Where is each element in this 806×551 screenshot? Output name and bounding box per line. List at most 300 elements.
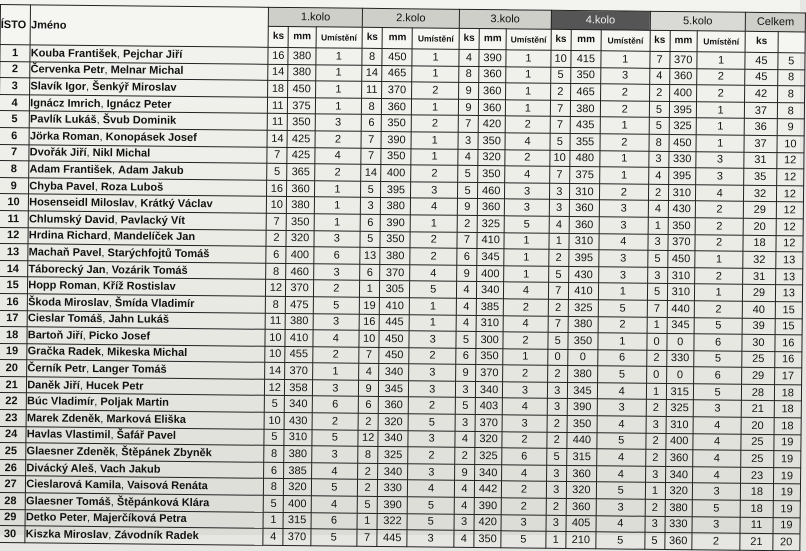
total-ks-cell: 18 xyxy=(740,500,772,517)
rank-cell: 2 xyxy=(0,61,30,78)
round-2-mm-cell: 390 xyxy=(380,214,410,231)
round-5-placement-cell: 3 xyxy=(693,400,742,417)
round-1-ks-cell: 12 xyxy=(266,280,286,297)
round-3-mm-cell: 360 xyxy=(477,199,504,216)
placement-header: Umístění xyxy=(413,28,460,49)
second-competitor-name: Šafář Pavel xyxy=(116,429,177,443)
name-separator: , xyxy=(99,130,106,143)
round-3-mm-cell: 350 xyxy=(478,132,505,149)
round-1-placement-cell: 4 xyxy=(311,496,358,513)
round-3-ks-cell: 3 xyxy=(455,381,475,398)
round-2-ks-cell: 14 xyxy=(362,65,382,82)
first-competitor-name: Machaň Pavel xyxy=(28,246,102,259)
round-2-ks-cell: 6 xyxy=(360,214,380,231)
round-5-placement-cell: 4 xyxy=(693,433,742,450)
round-4-mm-cell: 410 xyxy=(568,283,598,300)
round-3-header: 3.kolo xyxy=(459,9,551,29)
rank-cell: 4 xyxy=(0,94,30,111)
round-2-placement-cell: 1 xyxy=(412,49,459,66)
total-placement-cell: 18 xyxy=(774,401,802,418)
second-competitor-name: Starýchfojtů Tomáš xyxy=(107,247,210,261)
round-4-ks-cell: 3 xyxy=(546,482,566,499)
first-competitor-name: Cieslar Tomáš xyxy=(27,312,103,326)
second-competitor-name: Picko Josef xyxy=(88,329,151,343)
round-3-mm-cell: 420 xyxy=(474,514,501,531)
round-2-placement-cell: 3 xyxy=(411,182,458,199)
round-2-placement-cell: 2 xyxy=(410,231,457,248)
round-3-placement-cell: 2 xyxy=(505,149,550,166)
round-2-mm-cell: 320 xyxy=(378,414,408,431)
rank-cell: 18 xyxy=(0,327,27,344)
round-5-mm-cell: 325 xyxy=(666,400,693,417)
round-3-ks-cell: 9 xyxy=(458,99,478,116)
ks-header: ks xyxy=(459,28,479,49)
first-competitor-name: Táborecký Jan xyxy=(28,262,106,276)
round-4-placement-cell: 5 xyxy=(598,300,647,317)
round-2-placement-cell: 2 xyxy=(412,82,459,99)
round-5-mm-cell: 430 xyxy=(668,201,695,218)
round-5-ks-cell: 4 xyxy=(648,201,668,218)
round-1-mm-cell: 370 xyxy=(286,280,313,297)
round-2-placement-cell: 5 xyxy=(407,513,454,530)
round-3-ks-cell: 5 xyxy=(457,182,477,199)
total-placement-cell: 8 xyxy=(777,69,805,86)
round-3-mm-cell: 370 xyxy=(476,365,503,382)
round-3-ks-cell: 9 xyxy=(458,82,478,99)
first-competitor-name: Hosenseidl Miloslav xyxy=(29,196,135,210)
total-ks-cell: 30 xyxy=(742,334,774,351)
total-ks-cell: 42 xyxy=(745,85,777,102)
first-competitor-name: Glaesner Tomáš xyxy=(25,495,111,509)
round-4-mm-cell: 345 xyxy=(567,382,597,399)
round-2-ks-cell: 6 xyxy=(360,264,380,281)
rank-cell: 15 xyxy=(0,277,28,294)
round-2-placement-cell: 5 xyxy=(410,281,457,298)
name-separator: , xyxy=(86,363,93,376)
round-2-ks-cell: 16 xyxy=(359,314,379,331)
round-3-ks-cell: 4 xyxy=(454,481,474,498)
round-2-placement-cell: 3 xyxy=(409,331,456,348)
round-4-ks-cell: 7 xyxy=(548,283,568,300)
mm-header: mm xyxy=(670,31,697,52)
second-competitor-name: Nikl Michal xyxy=(92,147,151,160)
round-2-placement-cell: 1 xyxy=(410,314,457,331)
round-4-mm-cell: 360 xyxy=(566,498,596,515)
second-competitor-name: Marková Eliška xyxy=(106,412,186,426)
round-4-mm-cell: 440 xyxy=(567,432,597,449)
round-4-mm-cell: 350 xyxy=(571,67,601,84)
round-2-placement-cell: 2 xyxy=(410,248,457,265)
round-4-mm-cell: 375 xyxy=(569,167,599,184)
round-5-placement-cell: 6 xyxy=(694,334,743,351)
total-ks-cell: 29 xyxy=(742,368,774,385)
rank-cell: 25 xyxy=(0,443,26,460)
total-ks-cell: 11 xyxy=(740,517,772,534)
total-placement-cell: 18 xyxy=(774,385,802,402)
round-3-placement-cell: 1 xyxy=(504,266,549,283)
round-2-placement-cell: 2 xyxy=(411,165,458,182)
round-2-ks-cell: 7 xyxy=(361,131,381,148)
round-1-ks-cell: 12 xyxy=(265,379,285,396)
round-1-placement-cell: 4 xyxy=(313,330,360,347)
total-placement-cell: 13 xyxy=(775,285,803,302)
round-3-ks-cell: 7 xyxy=(458,116,478,133)
rank-cell: 13 xyxy=(0,244,28,261)
round-1-placement-cell: 1 xyxy=(312,363,359,380)
first-competitor-name: Cieslarová Kamila xyxy=(26,478,122,492)
round-4-mm-cell: 320 xyxy=(566,482,596,499)
name-separator: , xyxy=(96,280,103,293)
round-2-placement-cell: 1 xyxy=(412,99,459,116)
round-2-mm-cell: 340 xyxy=(379,364,409,381)
round-1-placement-cell: 2 xyxy=(314,164,361,181)
round-5-placement-cell: 1 xyxy=(696,118,745,135)
round-5-mm-cell: 360 xyxy=(669,68,696,85)
round-5-ks-cell: 5 xyxy=(649,118,669,135)
second-competitor-name: Konopásek Josef xyxy=(105,130,197,144)
round-1-mm-cell: 430 xyxy=(284,413,311,430)
round-2-mm-cell: 345 xyxy=(379,380,409,397)
round-1-ks-cell: 14 xyxy=(267,130,287,147)
second-competitor-name: Závodník Radek xyxy=(114,529,199,543)
total-ks-cell: 39 xyxy=(742,318,774,335)
second-competitor-name: Jahn Lukáš xyxy=(108,313,170,327)
round-4-ks-cell: 2 xyxy=(547,415,567,432)
round-4-placement-cell: 2 xyxy=(600,184,649,201)
round-5-mm-cell: 380 xyxy=(665,500,692,517)
round-1-mm-cell: 320 xyxy=(284,479,311,496)
round-1-mm-cell: 400 xyxy=(284,496,311,513)
round-2-mm-cell: 305 xyxy=(380,281,410,298)
round-4-ks-cell: 2 xyxy=(547,366,567,383)
round-3-placement-cell: 3 xyxy=(502,415,547,432)
first-competitor-name: Černík Petr xyxy=(27,362,87,375)
round-4-mm-cell: 415 xyxy=(571,50,601,67)
second-competitor-name: Šenkýř Miroslav xyxy=(92,80,177,94)
round-3-mm-cell: 360 xyxy=(479,83,506,100)
name-separator: , xyxy=(120,479,128,492)
round-1-mm-cell: 370 xyxy=(285,363,312,380)
round-4-placement-cell: 4 xyxy=(597,466,646,483)
round-4-placement-cell: 5 xyxy=(598,366,647,383)
total-placement-cell: 17 xyxy=(774,368,802,385)
round-3-ks-cell: 4 xyxy=(454,497,474,514)
total-placement-cell: 12 xyxy=(776,202,804,219)
round-2-mm-cell: 445 xyxy=(379,314,409,331)
round-3-placement-cell: 2 xyxy=(503,332,548,349)
round-2-placement-cell: 5 xyxy=(408,497,455,514)
round-4-ks-cell: 7 xyxy=(549,166,569,183)
round-1-ks-cell: 7 xyxy=(266,213,286,230)
round-4-mm-cell: 390 xyxy=(567,399,597,416)
round-1-ks-cell: 2 xyxy=(266,230,286,247)
total-ks-cell: 40 xyxy=(743,301,775,318)
round-2-mm-cell: 390 xyxy=(381,131,411,148)
round-5-ks-cell: 2 xyxy=(649,84,669,101)
round-5-placement-cell: 5 xyxy=(693,384,742,401)
round-4-mm-cell: 315 xyxy=(567,449,597,466)
name-separator: , xyxy=(108,296,116,309)
round-4-mm-cell: 465 xyxy=(570,84,600,101)
total-ks-cell: 45 xyxy=(745,52,777,69)
round-1-mm-cell: 365 xyxy=(287,164,314,181)
round-2-ks-cell: 7 xyxy=(361,148,381,165)
rank-cell: 19 xyxy=(0,343,27,360)
total-placement-cell: 12 xyxy=(776,169,804,186)
round-2-ks-cell: 8 xyxy=(361,98,381,115)
round-1-ks-cell: 6 xyxy=(264,462,284,479)
round-3-ks-cell: 4 xyxy=(454,531,474,548)
name-separator: , xyxy=(93,462,101,475)
round-3-ks-cell: 3 xyxy=(455,414,475,431)
round-5-mm-cell: 395 xyxy=(668,168,695,185)
round-5-placement-cell: 5 xyxy=(692,500,741,517)
round-3-mm-cell: 410 xyxy=(477,232,504,249)
round-2-ks-cell: 12 xyxy=(358,430,378,447)
round-5-ks-cell: 5 xyxy=(649,101,669,118)
total-placement-cell: 19 xyxy=(773,451,801,468)
round-3-mm-cell: 325 xyxy=(477,215,504,232)
first-competitor-name: Kiszka Miroslav xyxy=(25,528,109,542)
name-separator: , xyxy=(134,197,141,210)
round-5-ks-cell: 3 xyxy=(645,516,665,533)
total-placement-cell: 19 xyxy=(773,467,801,484)
round-4-ks-cell: 3 xyxy=(546,515,566,532)
name-separator: , xyxy=(105,263,112,276)
round-2-ks-cell: 9 xyxy=(358,380,378,397)
round-1-mm-cell: 400 xyxy=(286,247,313,264)
round-3-ks-cell: 9 xyxy=(457,199,477,216)
round-3-mm-cell: 400 xyxy=(477,265,504,282)
rank-cell: 7 xyxy=(0,144,29,161)
round-2-ks-cell: 2 xyxy=(357,480,377,497)
rank-cell: 10 xyxy=(0,194,29,211)
total-header: Celkem xyxy=(746,12,806,32)
round-2-ks-cell: 4 xyxy=(359,364,379,381)
ks-header: ks xyxy=(650,30,670,51)
round-1-placement-cell: 1 xyxy=(316,48,363,65)
first-competitor-name: Marek Zdeněk xyxy=(26,412,101,425)
rank-cell: 27 xyxy=(0,476,26,493)
first-competitor-name: Ignácz Imrich xyxy=(30,96,101,110)
rank-cell: 12 xyxy=(0,227,28,244)
round-4-placement-cell: 5 xyxy=(597,432,646,449)
round-2-mm-cell: 350 xyxy=(381,148,411,165)
total-ks-cell: 35 xyxy=(744,168,776,185)
round-1-ks-cell: 5 xyxy=(265,396,285,413)
round-4-header: 4.kolo xyxy=(551,10,650,30)
round-4-mm-cell: 435 xyxy=(570,117,600,134)
rank-cell: 1 xyxy=(0,45,30,62)
round-5-mm-cell: 330 xyxy=(668,151,695,168)
round-3-ks-cell: 5 xyxy=(455,398,475,415)
round-4-placement-cell: 3 xyxy=(599,217,648,234)
total-ks-cell: 25 xyxy=(741,434,773,451)
round-4-mm-cell: 360 xyxy=(566,465,596,482)
round-3-ks-cell: 4 xyxy=(459,49,479,66)
second-competitor-name: Šmída Vladimír xyxy=(114,296,195,310)
round-5-ks-cell: 1 xyxy=(645,483,665,500)
round-1-mm-cell: 310 xyxy=(284,429,311,446)
round-4-mm-cell: 360 xyxy=(569,200,599,217)
round-2-placement-cell: 3 xyxy=(408,464,455,481)
round-3-placement-cell: 1 xyxy=(506,83,551,100)
total-placement-cell: 12 xyxy=(776,235,804,252)
name-separator: , xyxy=(108,529,115,542)
round-5-mm-cell: 360 xyxy=(665,450,692,467)
round-5-ks-cell: 5 xyxy=(644,532,664,549)
round-2-ks-cell: 10 xyxy=(359,330,379,347)
round-4-placement-cell: 1 xyxy=(600,117,649,134)
round-3-mm-cell: 442 xyxy=(474,481,501,498)
round-3-mm-cell: 460 xyxy=(478,182,505,199)
total-placement-cell: 15 xyxy=(775,318,803,335)
round-5-ks-cell: 7 xyxy=(647,300,667,317)
round-5-ks-cell: 0 xyxy=(646,333,666,350)
name-separator: , xyxy=(111,164,119,177)
round-5-mm-cell: 370 xyxy=(670,52,697,69)
round-1-ks-cell: 10 xyxy=(264,412,284,429)
rank-cell: 6 xyxy=(0,127,29,144)
round-3-mm-cell: 390 xyxy=(474,498,501,515)
round-1-placement-cell: 4 xyxy=(311,463,358,480)
round-2-mm-cell: 380 xyxy=(381,198,411,215)
second-competitor-name: Pejchar Jiří xyxy=(122,48,183,61)
round-1-mm-cell: 425 xyxy=(287,147,314,164)
total-ks-cell: 36 xyxy=(744,119,776,136)
name-separator: , xyxy=(107,230,114,243)
round-1-mm-cell: 410 xyxy=(285,330,312,347)
first-competitor-name: Chyba Pavel xyxy=(29,179,95,193)
round-4-ks-cell: 5 xyxy=(548,266,568,283)
round-4-ks-cell: 7 xyxy=(548,316,568,333)
round-3-ks-cell: 4 xyxy=(456,298,476,315)
round-1-mm-cell: 370 xyxy=(283,529,310,546)
total-ks-cell: 32 xyxy=(743,251,775,268)
round-2-mm-cell: 340 xyxy=(378,463,408,480)
round-1-placement-cell: 4 xyxy=(314,147,361,164)
round-2-placement-cell: 2 xyxy=(409,397,456,414)
round-1-placement-cell: 3 xyxy=(313,313,360,330)
round-4-mm-cell: 380 xyxy=(570,100,600,117)
name-separator: , xyxy=(85,80,93,93)
placement-header: Umístění xyxy=(697,31,746,53)
round-2-placement-cell: 1 xyxy=(411,215,458,232)
round-4-ks-cell: 3 xyxy=(549,183,569,200)
total-ks-cell: 31 xyxy=(744,152,776,169)
total-placement-cell: 19 xyxy=(773,484,801,501)
second-competitor-name: Pavlacký Vít xyxy=(120,214,185,227)
round-3-placement-cell: 2 xyxy=(502,481,547,498)
round-4-placement-cell: 1 xyxy=(601,51,650,68)
round-3-ks-cell: 5 xyxy=(456,331,476,348)
round-2-ks-cell: 5 xyxy=(360,231,380,248)
first-competitor-name: Daněk Jiří xyxy=(27,378,80,392)
round-4-ks-cell: 10 xyxy=(551,50,571,67)
second-competitor-name: Kříž Rostislav xyxy=(102,280,176,293)
round-4-placement-cell: 4 xyxy=(599,233,648,250)
ks-header: ks xyxy=(268,26,288,47)
round-1-mm-cell: 350 xyxy=(287,213,314,230)
round-4-ks-cell: 3 xyxy=(547,382,567,399)
round-3-placement-cell: 1 xyxy=(506,50,551,67)
first-competitor-name: Hrdina Richard xyxy=(28,229,108,243)
total-placement-cell: 10 xyxy=(777,136,805,153)
round-4-placement-cell: 4 xyxy=(597,383,646,400)
round-2-ks-cell: 7 xyxy=(359,347,379,364)
round-1-placement-cell: 3 xyxy=(312,380,359,397)
round-5-ks-cell: 2 xyxy=(646,400,666,417)
round-2-mm-cell: 350 xyxy=(380,231,410,248)
mm-header: mm xyxy=(571,29,601,50)
total-ks-cell: 18 xyxy=(743,235,775,252)
round-3-placement-cell: 4 xyxy=(502,465,547,482)
round-5-mm-cell: 320 xyxy=(665,483,692,500)
name-separator: , xyxy=(82,329,89,342)
round-5-placement-cell: 4 xyxy=(692,467,741,484)
round-5-placement-cell: 3 xyxy=(692,483,741,500)
round-2-placement-cell: 2 xyxy=(412,115,459,132)
round-2-ks-cell: 6 xyxy=(358,397,378,414)
round-1-ks-cell: 8 xyxy=(266,296,286,313)
round-4-placement-cell: 4 xyxy=(596,515,645,532)
total-placement-cell: 18 xyxy=(774,418,802,435)
round-4-placement-cell: 3 xyxy=(599,200,648,217)
round-5-ks-cell: 4 xyxy=(649,68,669,85)
round-1-placement-cell: 3 xyxy=(313,264,360,281)
round-2-ks-cell: 7 xyxy=(357,529,377,546)
total-placement-cell: 16 xyxy=(774,351,802,368)
round-1-ks-cell: 5 xyxy=(264,429,284,446)
total-ks-cell: 20 xyxy=(743,218,775,235)
round-1-mm-cell: 315 xyxy=(283,512,310,529)
total-ks-cell: 21 xyxy=(742,401,774,418)
round-3-placement-cell: 4 xyxy=(505,133,550,150)
round-3-ks-cell: 4 xyxy=(455,431,475,448)
round-3-placement-cell: 1 xyxy=(506,100,551,117)
round-5-header: 5.kolo xyxy=(650,11,746,31)
round-4-ks-cell: 2 xyxy=(550,83,570,100)
first-competitor-name: Chlumský David xyxy=(28,213,115,226)
round-4-mm-cell: 350 xyxy=(567,416,597,433)
total-ks-cell: 28 xyxy=(742,384,774,401)
round-1-placement-cell: 1 xyxy=(314,197,361,214)
round-5-mm-cell: 400 xyxy=(669,85,696,102)
rank-cell: 22 xyxy=(0,393,27,410)
round-4-ks-cell: 2 xyxy=(548,249,568,266)
round-5-placement-cell: 1 xyxy=(695,251,744,268)
first-competitor-name: Havlas Vlastimil xyxy=(26,428,111,442)
round-5-mm-cell: 310 xyxy=(666,417,693,434)
round-4-ks-cell: 10 xyxy=(550,150,570,167)
round-4-ks-cell: 5 xyxy=(548,332,568,349)
total-placement-cell: 19 xyxy=(773,517,801,534)
round-3-ks-cell: 7 xyxy=(457,232,477,249)
round-1-ks-cell: 8 xyxy=(266,263,286,280)
total-ks-cell: 21 xyxy=(740,534,772,551)
rank-cell: 23 xyxy=(0,410,27,427)
total-ks-cell: 37 xyxy=(744,135,776,152)
rank-cell: 11 xyxy=(0,210,29,227)
round-1-ks-cell: 16 xyxy=(268,47,288,64)
round-4-ks-cell: 5 xyxy=(550,67,570,84)
round-5-placement-cell: 5 xyxy=(694,317,743,334)
round-5-mm-cell: 450 xyxy=(667,251,694,268)
round-3-placement-cell: 1 xyxy=(503,348,548,365)
second-competitor-name: Vach Jakub xyxy=(99,462,161,476)
round-4-placement-cell: 3 xyxy=(596,499,645,516)
round-5-ks-cell: 3 xyxy=(646,416,666,433)
